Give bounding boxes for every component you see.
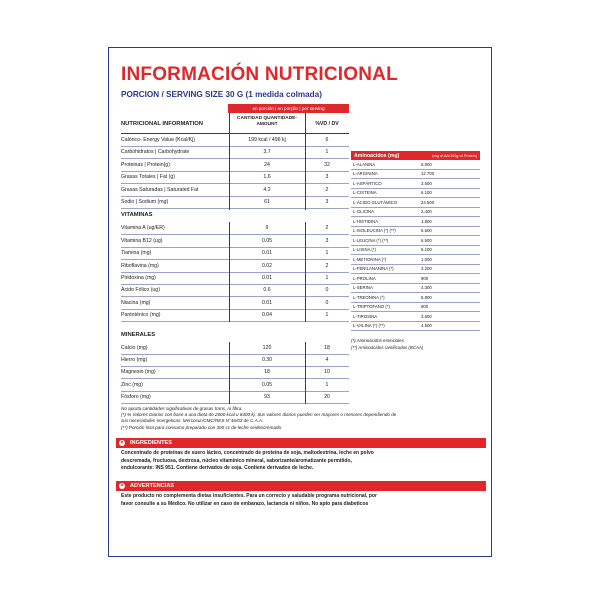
amino-row: [351, 208, 480, 218]
nutrient-name: Grasas Totales | Fat (g): [121, 174, 176, 181]
amino-value: 5.600: [421, 228, 432, 234]
table-row: [121, 134, 349, 147]
amino-name: L-PROLINA: [353, 275, 376, 281]
amino-value: 3.600: [421, 313, 432, 319]
table-row: [121, 284, 349, 297]
serving-text: / SERVING SIZE 30 G (1 medida colmada): [159, 90, 322, 99]
nutrient-amount: 61: [264, 199, 270, 205]
amino-unit: (mg of AA/100g of Protein): [432, 153, 477, 158]
amino-name: L-ARGININA: [353, 171, 378, 177]
column-divider: [229, 113, 230, 210]
section-title-minerales: MINERALES: [121, 331, 156, 338]
warnings-text: [121, 493, 481, 508]
nutrient-amount: 24: [264, 161, 270, 168]
nutrient-amount: 120: [262, 344, 272, 351]
section-title-vitaminas: VITAMINAS: [121, 212, 153, 219]
nutrient-amount: 0.01: [261, 275, 273, 281]
nutrient-vd: 6: [325, 137, 329, 143]
amino-row: [351, 227, 480, 237]
nutrient-name: Hierro (mg): [121, 357, 148, 363]
amino-note-bcaa: (**) Aminoácidos ramificados (BCAA): [351, 345, 424, 350]
table-row: [121, 260, 349, 273]
ingredients-line: Concentrado de proteínas de suero lácteo, concentrado de proteína de soja, maltodextrina, leche en polvo: [121, 450, 374, 456]
nutrient-amount: 9: [265, 225, 269, 232]
amino-value: 4.500: [421, 323, 432, 329]
amino-name: L-ASPÁRTICO: [353, 180, 382, 186]
nutrient-amount: 0.02: [261, 262, 273, 269]
amino-value: 3.600: [421, 180, 432, 186]
nutrient-name: Fósforo (mg): [121, 394, 151, 401]
column-divider: [305, 342, 306, 404]
col-vd: %VD / DV: [315, 121, 339, 127]
table-row: [121, 171, 349, 184]
nutrient-name: Grasas Saturadas | Saturated Fat: [121, 186, 199, 193]
serving-size: [121, 90, 322, 99]
amino-row: [351, 179, 480, 189]
nutrient-amount: 0.05: [261, 381, 273, 388]
nutrition-table-header: [121, 113, 349, 134]
ingredients-band: [116, 438, 486, 448]
amino-value: 6.100: [421, 190, 432, 196]
table-row: [121, 297, 349, 310]
amino-name: L-METIONINA (*): [353, 256, 387, 262]
nutrient-vd: 1: [325, 275, 329, 281]
amino-row: [351, 160, 480, 170]
col-nutrient: NUTRICIONAL INFORMATION: [121, 121, 203, 127]
nutrient-name: Riboflavina (mg): [121, 262, 159, 269]
nutrient-vd: 3: [325, 174, 329, 181]
nutrient-vd: 3: [325, 237, 329, 244]
amino-title: Aminoacidos (mg): [354, 152, 400, 159]
nutrient-name: Vitamina B12 (ug): [121, 237, 163, 244]
per-portion-header: en porción | en porção | per serving: [228, 104, 349, 113]
nutrient-vd: 0: [325, 287, 329, 294]
amino-name: L-TREONINA (*): [353, 294, 385, 300]
table-row: [121, 272, 349, 285]
nutrient-name: Carbohidratos | Carbohydrate: [121, 149, 190, 156]
table-row: [121, 247, 349, 260]
warnings-line: favor consulte a su Médico. No utilizar en caso de embarazo, lactancia ni niños. No apto para diabeticos: [121, 500, 369, 507]
table-row: [121, 222, 349, 235]
amino-value: 5.900: [421, 161, 432, 167]
amino-row: [351, 293, 480, 303]
nutrient-vd: 2: [325, 225, 329, 232]
nutrient-vd: 1: [325, 149, 329, 156]
amino-name: L-CISTEINA: [353, 190, 377, 196]
amino-row: [351, 312, 480, 322]
footnote-line: (*) % Valores Diarios con base a una dieta de 2000 kcal u 8400 kj. Sus valores diarios pueden ser mayores o menores dependiendo de: [121, 412, 397, 418]
amino-note-essential: (*) Aminoácidos esenciales.: [351, 338, 406, 343]
table-row: [121, 354, 349, 367]
amino-value: 900: [421, 304, 429, 310]
ingredients-line: endulcorante: INS 951. Contiene derivados de soja. Contiene derivados de leche.: [121, 465, 314, 472]
nutrient-name: Zinc (mg): [121, 381, 143, 388]
warnings-line: Este producto no complementa dietas insuficientes. Para un correcto y saludable programa nutricional, por: [121, 493, 377, 499]
amino-value: 8.800: [421, 294, 432, 300]
amino-name: L-TIROSINA: [353, 313, 378, 319]
nutrient-name: Piridoxina (mg): [121, 275, 156, 281]
amino-name: L-LISINA (*): [353, 247, 376, 253]
nutrient-amount: 0.6: [263, 287, 271, 294]
nutrient-vd: 0: [325, 299, 329, 306]
ingredients-line: descremada, fructuosa, dextrosa, núcleo vitamínico mineral, saborizante/aromatizante permitido,: [121, 457, 352, 464]
column-divider: [305, 113, 306, 210]
nutrient-amount: 0.30: [261, 357, 273, 363]
nutrient-vd: 18: [324, 344, 330, 351]
nutrient-amount: 0.05: [261, 237, 273, 244]
table-row: [121, 146, 349, 159]
table-row: [121, 235, 349, 248]
nutrient-name: Proteinas | Protein(g): [121, 161, 170, 168]
ingredients-text: [121, 450, 481, 473]
nutrient-name: Sodio | Sodium (mg): [121, 199, 169, 205]
warnings-band: [116, 481, 486, 491]
nutrient-vd: 3: [325, 199, 329, 205]
amino-name: L-ALANINA: [353, 161, 376, 167]
amino-name: L-LEUCINA (*) (**): [353, 237, 389, 243]
amino-value: 6.100: [421, 247, 432, 253]
table-row: [121, 366, 349, 379]
nutrient-vd: 2: [325, 186, 329, 193]
nutrient-vd: 4: [325, 357, 329, 363]
amino-header: [351, 151, 480, 160]
nutrient-name: Niacina (mg): [121, 299, 151, 306]
nutrient-name: Pantoténico (mg): [121, 312, 161, 319]
amino-row: [351, 246, 480, 256]
amino-row: [351, 322, 480, 332]
amino-value: 1.800: [421, 218, 432, 224]
nutrient-vd: 1: [325, 312, 329, 319]
nutrient-name: Ácido Fólico (ug): [121, 287, 160, 294]
nutrient-vd: 10: [324, 369, 330, 376]
amino-row: [351, 265, 480, 275]
table-row: [121, 309, 349, 322]
nutrient-name: Calcio (mg): [121, 344, 148, 351]
amino-value: 6.500: [421, 237, 432, 243]
amino-row: [351, 189, 480, 199]
nutrient-vd: 1: [325, 250, 329, 257]
column-divider: [305, 222, 306, 321]
footnote-line: sus necesidades energeticas. Mercosur/CMC/RES N°46/03 de C.A.A.: [121, 418, 264, 424]
nutrient-amount: 93: [264, 394, 270, 401]
nutrient-name: Vitamina A (ug/ER): [121, 225, 165, 232]
nutrient-name: Tiamina (mg): [121, 250, 152, 257]
amino-row: [351, 274, 480, 284]
nutrient-amount: 18: [264, 369, 270, 376]
amino-value: 4.300: [421, 285, 432, 291]
amino-name: L-HISTIDINA: [353, 218, 379, 224]
amino-value: 1.000: [421, 256, 432, 262]
nutrient-vd: 32: [324, 161, 330, 168]
amino-row: [351, 303, 480, 313]
nutrient-amount: 0.04: [261, 312, 273, 319]
amino-name: L-ÁCIDO GLUTÁMICO: [353, 199, 398, 205]
footnote-line: (**) Porción lista para consumo preparado con 300 cc de leche seidescremado.: [121, 424, 283, 430]
nutrient-amount: 1.6: [263, 174, 271, 181]
nutrient-amount: 3,7: [263, 149, 271, 156]
column-divider: [229, 342, 230, 404]
column-divider: [229, 222, 230, 321]
nutrient-name: Magnesio (mg): [121, 369, 156, 376]
nutrient-amount: 199 kcal / 496 kj: [248, 137, 286, 143]
col-amount: CANTIDAD QUANTIDADE-AMOUNT: [237, 116, 297, 127]
nutrient-amount: 0.01: [261, 299, 273, 306]
nutrient-amount: 4.2: [263, 186, 271, 193]
amino-value: 2.400: [421, 209, 432, 215]
amino-value: 24.500: [421, 199, 435, 205]
table-row: [121, 342, 349, 355]
bullet-icon: [119, 440, 125, 446]
nutrient-name: Calórico- Energy Value (Kcal/Kj): [121, 137, 195, 143]
amino-name: L-SERINA: [353, 285, 373, 291]
serving-label: PORCION: [121, 90, 160, 99]
nutrient-vd: 2: [325, 262, 329, 269]
amino-name: L-VALINA (*) (**): [353, 323, 385, 329]
footnotes: [121, 406, 483, 431]
nutrient-vd: 1: [325, 381, 329, 388]
page-title: INFORMACIÓN NUTRICIONAL: [121, 64, 398, 85]
amino-name: L-FENILANANINA (*): [353, 266, 394, 272]
amino-row: [351, 284, 480, 294]
amino-row: [351, 255, 480, 265]
amino-value: 900: [421, 275, 429, 281]
table-row: [121, 196, 349, 209]
amino-value: 12.700: [421, 171, 435, 177]
amino-row: [351, 217, 480, 227]
ingredients-label: INGREDIENTES: [130, 440, 172, 446]
footnote-line: No aporta cantidades significativas de grasas trans, ni fibra.: [121, 406, 243, 411]
amino-name: L-ISOLEUCINA (*) (**): [353, 228, 396, 234]
amino-row: [351, 170, 480, 180]
table-row: [121, 184, 349, 197]
nutrient-amount: 0.01: [261, 250, 273, 257]
table-row: [121, 391, 349, 404]
table-row: [121, 379, 349, 392]
amino-name: L-GLICINA: [353, 209, 375, 215]
nutrient-vd: 20: [324, 394, 330, 401]
amino-row: [351, 236, 480, 246]
amino-name: L-TRIPTOFANO (*): [353, 304, 390, 310]
warnings-label: ADVERTENCIAS: [130, 483, 175, 489]
amino-row: [351, 198, 480, 208]
table-row: [121, 159, 349, 172]
amino-value: 3.200: [421, 266, 432, 272]
bullet-icon: [119, 483, 125, 489]
